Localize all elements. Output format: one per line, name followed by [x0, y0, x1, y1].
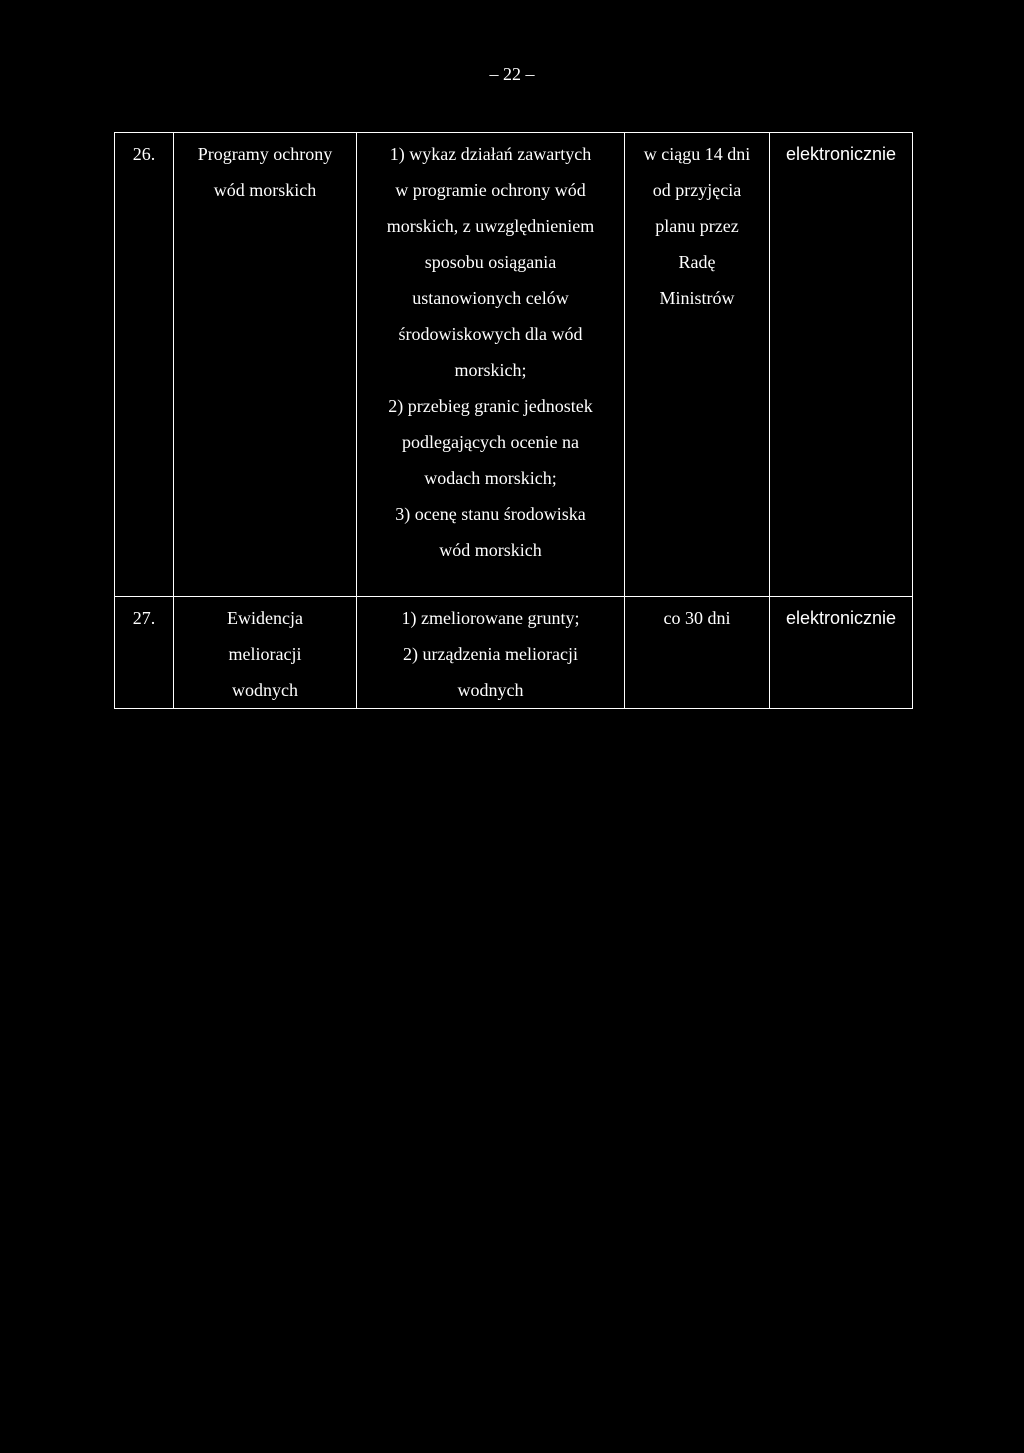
cell-line: w programie ochrony wód [395, 180, 586, 200]
cell-line: wód morskich [439, 540, 542, 560]
cell-line: co 30 dni [663, 608, 731, 628]
cell-line: 2) przebieg granic jednostek [388, 396, 593, 416]
cell-line: Ministrów [659, 288, 735, 308]
register-name [174, 133, 357, 597]
cell-line: wodnych [232, 680, 298, 700]
cell-line: wód morskich [213, 180, 317, 200]
cell-line: ustanowionych celów [412, 288, 569, 308]
cell-line: 1) wykaz działań zawartych [389, 144, 592, 164]
cell-line: morskich; [454, 360, 527, 380]
row-number: 26. [115, 133, 174, 597]
register-form: elektronicznie [770, 597, 913, 709]
register-scope [357, 133, 625, 597]
register-frequency [625, 597, 770, 709]
cell-line: 2) urządzenia melioracji [403, 644, 578, 664]
cell-line: środowiskowych dla wód [398, 324, 583, 344]
register-frequency [625, 133, 770, 597]
cell-line: morskich, z uwzględnieniem [386, 216, 595, 236]
cell-line: 1) zmeliorowane grunty; [401, 608, 580, 628]
register-scope [357, 597, 625, 709]
table-row [115, 597, 913, 709]
register-form: elektronicznie [770, 133, 913, 597]
cell-line: Radę [678, 252, 716, 272]
cell-line: 3) ocenę stanu środowiska [395, 504, 586, 524]
row-number: 27. [115, 597, 174, 709]
cell-line: Programy ochrony [197, 144, 333, 164]
cell-line: planu przez [655, 216, 739, 236]
cell-line: podlegających ocenie na [402, 432, 579, 452]
cell-line: w ciągu 14 dni [643, 144, 751, 164]
page-number: – 22 – [489, 64, 535, 84]
cell-line: melioracji [228, 644, 302, 664]
cell-line: od przyjęcia [652, 180, 742, 200]
table-row [115, 133, 913, 597]
cell-line: sposobu osiągania [424, 252, 557, 272]
cell-line: Ewidencja [227, 608, 303, 628]
register-table [114, 132, 913, 709]
cell-line: wodnych [457, 680, 524, 700]
register-name [174, 597, 357, 709]
cell-line: wodach morskich; [424, 468, 557, 488]
